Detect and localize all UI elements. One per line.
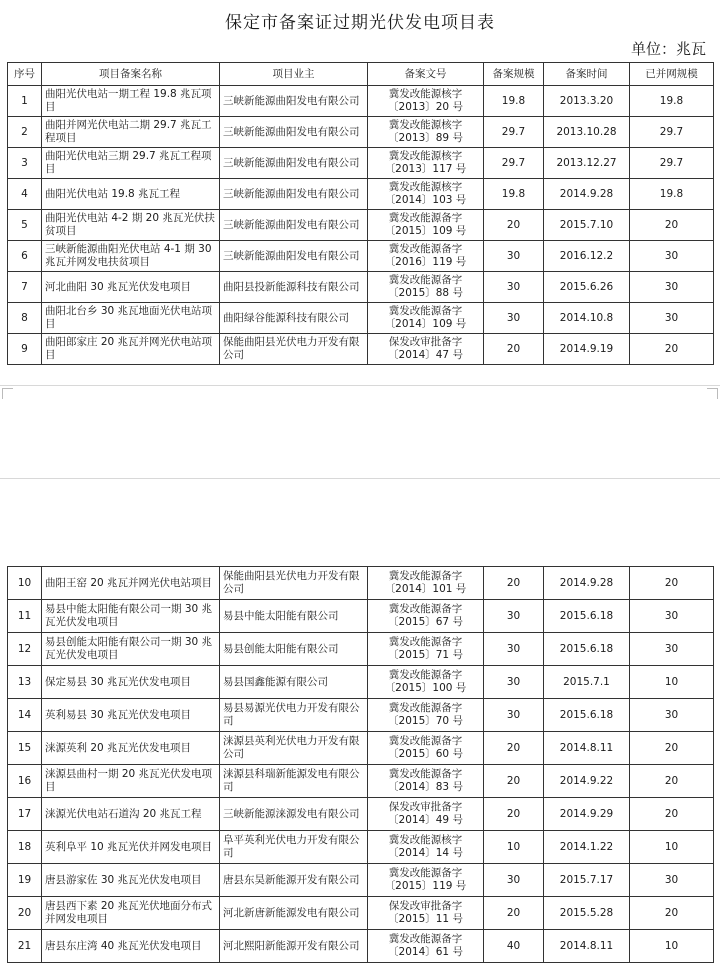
cell-index: 10 — [8, 567, 42, 600]
cell-filing-date: 2015.6.18 — [544, 633, 630, 666]
cell-filing-date: 2014.9.28 — [544, 179, 630, 210]
cell-filing-number: 冀发改能源核字〔2013〕89 号 — [368, 117, 484, 148]
cell-index: 16 — [8, 765, 42, 798]
cell-filing-scale: 19.8 — [484, 179, 544, 210]
table-row — [8, 241, 714, 272]
cell-owner: 保能曲阳县光伏电力开发有限公司 — [220, 334, 368, 365]
cell-grid-connected-scale: 20 — [630, 334, 714, 365]
cell-index: 7 — [8, 272, 42, 303]
cell-filing-number: 保发改审批备字〔2014〕49 号 — [368, 798, 484, 831]
cell-filing-number: 冀发改能源核字〔2014〕103 号 — [368, 179, 484, 210]
cell-filing-scale: 20 — [484, 765, 544, 798]
page-divider — [0, 385, 720, 386]
cell-grid-connected-scale: 19.8 — [630, 179, 714, 210]
cell-filing-scale: 30 — [484, 303, 544, 334]
cell-project-name: 英利阜平 10 兆瓦光伏并网发电项目 — [42, 831, 220, 864]
cell-owner: 三峡新能源涞源发电有限公司 — [220, 798, 368, 831]
cell-index: 8 — [8, 303, 42, 334]
cell-index: 15 — [8, 732, 42, 765]
header-owner: 项目业主 — [220, 63, 368, 86]
table-row — [8, 798, 714, 831]
cell-project-name: 曲阳北台乡 30 兆瓦地面光伏电站项目 — [42, 303, 220, 334]
cell-filing-date: 2015.6.18 — [544, 600, 630, 633]
cell-owner: 易县中能太阳能有限公司 — [220, 600, 368, 633]
table-row — [8, 567, 714, 600]
header-project-name: 项目备案名称 — [42, 63, 220, 86]
cell-project-name: 唐县东庄湾 40 兆瓦光伏发电项目 — [42, 930, 220, 963]
cell-filing-date: 2015.5.28 — [544, 897, 630, 930]
cell-filing-scale: 30 — [484, 633, 544, 666]
cell-project-name: 英利易县 30 兆瓦光伏发电项目 — [42, 699, 220, 732]
cell-filing-scale: 20 — [484, 798, 544, 831]
cell-index: 21 — [8, 930, 42, 963]
cell-filing-number: 冀发改能源备字〔2015〕67 号 — [368, 600, 484, 633]
cell-project-name: 曲阳光伏电站 4-2 期 20 兆瓦光伏扶贫项目 — [42, 210, 220, 241]
header-filing-scale: 备案规模 — [484, 63, 544, 86]
cell-project-name: 三峡新能源曲阳光伏电站 4-1 期 30 兆瓦并网发电扶贫项目 — [42, 241, 220, 272]
cell-owner: 阜平英利光伏电力开发有限公司 — [220, 831, 368, 864]
table-row — [8, 117, 714, 148]
cell-owner: 保能曲阳县光伏电力开发有限公司 — [220, 567, 368, 600]
unit-label: 单位：兆瓦 — [630, 40, 706, 58]
cell-owner: 涞源县科瑞新能源发电有限公司 — [220, 765, 368, 798]
cell-project-name: 曲阳光伏电站一期工程 19.8 兆瓦项目 — [42, 86, 220, 117]
cell-filing-date: 2014.9.29 — [544, 798, 630, 831]
cell-index: 3 — [8, 148, 42, 179]
cell-filing-date: 2015.6.26 — [544, 272, 630, 303]
table-row — [8, 179, 714, 210]
cell-filing-scale: 20 — [484, 210, 544, 241]
header-filing-number: 备案文号 — [368, 63, 484, 86]
cell-filing-scale: 29.7 — [484, 117, 544, 148]
cell-filing-date: 2013.10.28 — [544, 117, 630, 148]
table-row — [8, 633, 714, 666]
cell-filing-scale: 20 — [484, 897, 544, 930]
cell-index: 20 — [8, 897, 42, 930]
cell-grid-connected-scale: 10 — [630, 666, 714, 699]
cell-filing-date: 2015.7.10 — [544, 210, 630, 241]
cell-owner: 三峡新能源曲阳发电有限公司 — [220, 210, 368, 241]
cell-grid-connected-scale: 20 — [630, 210, 714, 241]
page-divider — [0, 478, 720, 479]
cell-filing-number: 保发改审批备字〔2014〕47 号 — [368, 334, 484, 365]
page-break-gap — [0, 373, 720, 559]
cell-filing-scale: 30 — [484, 241, 544, 272]
cell-index: 11 — [8, 600, 42, 633]
document-title: 保定市备案证过期光伏发电项目表 — [225, 13, 495, 33]
cell-owner: 河北熙阳新能源开发有限公司 — [220, 930, 368, 963]
table-row — [8, 699, 714, 732]
cell-filing-date: 2014.9.28 — [544, 567, 630, 600]
cell-owner: 三峡新能源曲阳发电有限公司 — [220, 179, 368, 210]
table-row — [8, 210, 714, 241]
cell-filing-scale: 30 — [484, 600, 544, 633]
cell-grid-connected-scale: 20 — [630, 765, 714, 798]
table-row — [8, 272, 714, 303]
cell-filing-date: 2016.12.2 — [544, 241, 630, 272]
cell-filing-number: 冀发改能源备字〔2014〕101 号 — [368, 567, 484, 600]
cell-filing-scale: 29.7 — [484, 148, 544, 179]
table-row — [8, 334, 714, 365]
cell-grid-connected-scale: 30 — [630, 699, 714, 732]
cell-filing-scale: 30 — [484, 864, 544, 897]
cell-index: 18 — [8, 831, 42, 864]
table-row — [8, 303, 714, 334]
cell-filing-number: 冀发改能源备字〔2015〕88 号 — [368, 272, 484, 303]
cell-filing-scale: 30 — [484, 272, 544, 303]
cell-owner: 易县易源光伏电力开发有限公司 — [220, 699, 368, 732]
cell-index: 6 — [8, 241, 42, 272]
cell-grid-connected-scale: 30 — [630, 303, 714, 334]
table-row — [8, 864, 714, 897]
cell-grid-connected-scale: 20 — [630, 798, 714, 831]
cell-index: 12 — [8, 633, 42, 666]
projects-table-page-1 — [7, 62, 714, 365]
cell-filing-date: 2014.10.8 — [544, 303, 630, 334]
cell-grid-connected-scale: 20 — [630, 732, 714, 765]
cell-grid-connected-scale: 20 — [630, 567, 714, 600]
header-grid-connected-scale: 已并网规模 — [630, 63, 714, 86]
cell-grid-connected-scale: 10 — [630, 930, 714, 963]
cell-owner: 曲阳县投新能源科技有限公司 — [220, 272, 368, 303]
cell-filing-scale: 40 — [484, 930, 544, 963]
table-row — [8, 600, 714, 633]
projects-table-page-2 — [7, 566, 714, 963]
cell-owner: 河北新唐新能源发电有限公司 — [220, 897, 368, 930]
cell-filing-number: 冀发改能源备字〔2015〕71 号 — [368, 633, 484, 666]
cell-filing-scale: 20 — [484, 334, 544, 365]
cell-owner: 曲阳绿谷能源科技有限公司 — [220, 303, 368, 334]
table-row — [8, 930, 714, 963]
cell-grid-connected-scale: 29.7 — [630, 117, 714, 148]
cell-filing-date: 2013.12.27 — [544, 148, 630, 179]
cell-filing-number: 冀发改能源备字〔2015〕60 号 — [368, 732, 484, 765]
cell-filing-date: 2014.1.22 — [544, 831, 630, 864]
cell-filing-scale: 30 — [484, 699, 544, 732]
cell-grid-connected-scale: 30 — [630, 600, 714, 633]
cell-grid-connected-scale: 20 — [630, 897, 714, 930]
cell-filing-scale: 20 — [484, 732, 544, 765]
cell-filing-scale: 19.8 — [484, 86, 544, 117]
table-row — [8, 897, 714, 930]
table-row — [8, 831, 714, 864]
cell-grid-connected-scale: 19.8 — [630, 86, 714, 117]
cell-owner: 三峡新能源曲阳发电有限公司 — [220, 148, 368, 179]
cell-project-name: 唐县游家佐 30 兆瓦光伏发电项目 — [42, 864, 220, 897]
cell-filing-date: 2015.7.17 — [544, 864, 630, 897]
table-header-row — [8, 63, 714, 86]
cell-filing-number: 保发改审批备字〔2015〕11 号 — [368, 897, 484, 930]
cell-grid-connected-scale: 30 — [630, 633, 714, 666]
cell-filing-date: 2014.9.22 — [544, 765, 630, 798]
table-row — [8, 148, 714, 179]
cell-project-name: 涞源县曲村一期 20 兆瓦光伏发电项目 — [42, 765, 220, 798]
cell-project-name: 曲阳光伏电站三期 29.7 兆瓦工程项目 — [42, 148, 220, 179]
cell-filing-number: 冀发改能源核字〔2014〕14 号 — [368, 831, 484, 864]
cell-project-name: 曲阳光伏电站 19.8 兆瓦工程 — [42, 179, 220, 210]
cell-index: 9 — [8, 334, 42, 365]
cell-index: 13 — [8, 666, 42, 699]
cell-index: 14 — [8, 699, 42, 732]
cell-filing-scale: 20 — [484, 567, 544, 600]
cell-grid-connected-scale: 30 — [630, 864, 714, 897]
table-row — [8, 86, 714, 117]
cell-index: 2 — [8, 117, 42, 148]
cell-project-name: 易县中能太阳能有限公司一期 30 兆瓦光伏发电项目 — [42, 600, 220, 633]
crop-mark — [2, 388, 13, 399]
cell-project-name: 涞源英利 20 兆瓦光伏发电项目 — [42, 732, 220, 765]
cell-index: 19 — [8, 864, 42, 897]
cell-index: 5 — [8, 210, 42, 241]
table-row — [8, 732, 714, 765]
cell-filing-date: 2013.3.20 — [544, 86, 630, 117]
cell-project-name: 易县创能太阳能有限公司一期 30 兆瓦光伏发电项目 — [42, 633, 220, 666]
cell-filing-date: 2015.6.18 — [544, 699, 630, 732]
header-filing-date: 备案时间 — [544, 63, 630, 86]
header-index: 序号 — [8, 63, 42, 86]
cell-filing-scale: 10 — [484, 831, 544, 864]
crop-mark — [707, 388, 718, 399]
cell-filing-number: 冀发改能源备字〔2015〕119 号 — [368, 864, 484, 897]
cell-owner: 易县国鑫能源有限公司 — [220, 666, 368, 699]
cell-owner: 三峡新能源曲阳发电有限公司 — [220, 86, 368, 117]
cell-project-name: 唐县西下素 20 兆瓦光伏地面分布式并网发电项目 — [42, 897, 220, 930]
table-row — [8, 765, 714, 798]
cell-filing-date: 2015.7.1 — [544, 666, 630, 699]
cell-index: 4 — [8, 179, 42, 210]
cell-owner: 唐县东昊新能源开发有限公司 — [220, 864, 368, 897]
cell-index: 1 — [8, 86, 42, 117]
cell-filing-date: 2014.8.11 — [544, 930, 630, 963]
cell-project-name: 曲阳并网光伏电站二期 29.7 兆瓦工程项目 — [42, 117, 220, 148]
cell-owner: 涞源县英利光伏电力开发有限公司 — [220, 732, 368, 765]
cell-filing-number: 冀发改能源备字〔2014〕109 号 — [368, 303, 484, 334]
cell-project-name: 保定易县 30 兆瓦光伏发电项目 — [42, 666, 220, 699]
table-row — [8, 666, 714, 699]
cell-grid-connected-scale: 30 — [630, 241, 714, 272]
cell-filing-date: 2014.8.11 — [544, 732, 630, 765]
cell-project-name: 曲阳郎家庄 20 兆瓦并网光伏电站项目 — [42, 334, 220, 365]
cell-owner: 三峡新能源曲阳发电有限公司 — [220, 117, 368, 148]
cell-filing-date: 2014.9.19 — [544, 334, 630, 365]
cell-filing-number: 冀发改能源备字〔2015〕109 号 — [368, 210, 484, 241]
cell-owner: 三峡新能源曲阳发电有限公司 — [220, 241, 368, 272]
cell-filing-number: 冀发改能源备字〔2015〕100 号 — [368, 666, 484, 699]
cell-grid-connected-scale: 30 — [630, 272, 714, 303]
cell-grid-connected-scale: 29.7 — [630, 148, 714, 179]
cell-index: 17 — [8, 798, 42, 831]
cell-grid-connected-scale: 10 — [630, 831, 714, 864]
cell-filing-number: 冀发改能源备字〔2014〕83 号 — [368, 765, 484, 798]
cell-project-name: 河北曲阳 30 兆瓦光伏发电项目 — [42, 272, 220, 303]
cell-filing-number: 冀发改能源备字〔2016〕119 号 — [368, 241, 484, 272]
cell-filing-number: 冀发改能源核字〔2013〕117 号 — [368, 148, 484, 179]
cell-filing-number: 冀发改能源备字〔2015〕70 号 — [368, 699, 484, 732]
cell-filing-scale: 30 — [484, 666, 544, 699]
cell-filing-number: 冀发改能源核字〔2013〕20 号 — [368, 86, 484, 117]
cell-owner: 易县创能太阳能有限公司 — [220, 633, 368, 666]
cell-project-name: 涞源光伏电站石道沟 20 兆瓦工程 — [42, 798, 220, 831]
cell-filing-number: 冀发改能源备字〔2014〕61 号 — [368, 930, 484, 963]
cell-project-name: 曲阳王窑 20 兆瓦并网光伏电站项目 — [42, 567, 220, 600]
